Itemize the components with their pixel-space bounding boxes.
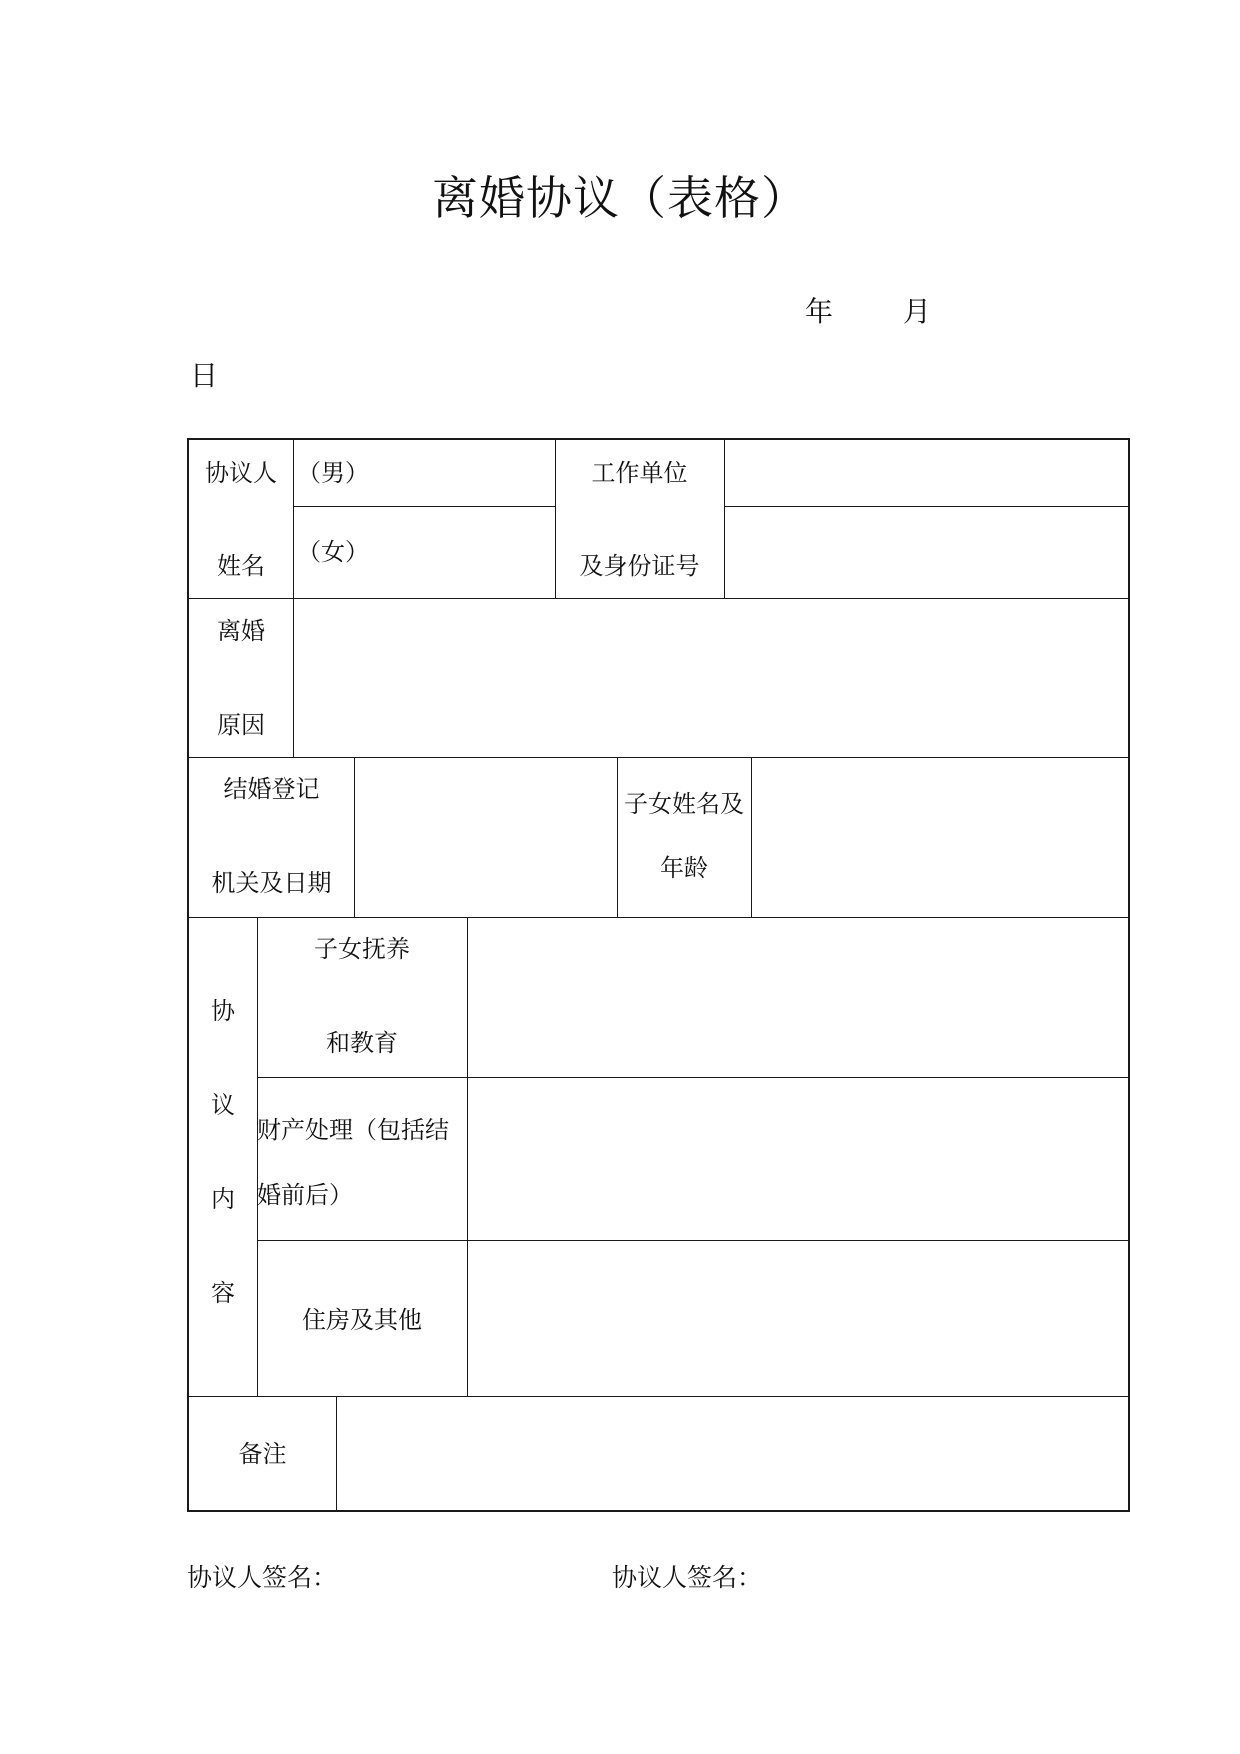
signature-right-label: 协议人签名： xyxy=(612,1563,763,1592)
male-work-id-field[interactable] xyxy=(725,440,1130,506)
custody-field[interactable] xyxy=(468,918,1130,1077)
work-id-label-line1: 工作单位 xyxy=(591,459,688,487)
registration-label-line2: 机关及日期 xyxy=(211,869,332,897)
registration-label-line1: 结婚登记 xyxy=(223,775,320,803)
date-year: 年 xyxy=(805,295,834,328)
parties-label-line2: 姓名 xyxy=(217,552,265,580)
date-month: 月 xyxy=(903,295,932,328)
male-label: （男） xyxy=(297,459,369,487)
page-title: 离婚协议（表格） xyxy=(432,171,808,225)
property-field[interactable] xyxy=(468,1078,1130,1240)
housing-label: 住房及其他 xyxy=(302,1306,422,1334)
children-label-line1: 子女姓名及 xyxy=(624,790,744,818)
male-name-field[interactable] xyxy=(294,440,555,506)
reason-label-line1: 离婚 xyxy=(217,617,265,645)
agreement-side-char-1: 协 xyxy=(211,997,235,1025)
property-label-line2: 婚前后） xyxy=(257,1181,353,1209)
female-name-field[interactable] xyxy=(294,507,555,598)
date-day: 日 xyxy=(190,359,219,392)
reason-label-line2: 原因 xyxy=(217,711,265,739)
agreement-side-char-3: 内 xyxy=(211,1185,235,1213)
custody-label-line2: 和教育 xyxy=(326,1029,398,1057)
agreement-side-char-4: 容 xyxy=(211,1279,235,1307)
children-label-line2: 年龄 xyxy=(660,854,708,882)
remarks-field[interactable] xyxy=(337,1397,1130,1512)
property-label-line1: 财产处理（包括结 xyxy=(257,1116,449,1144)
children-field[interactable] xyxy=(752,758,1130,917)
housing-field[interactable] xyxy=(468,1241,1130,1396)
female-label: （女） xyxy=(297,538,369,566)
signature-left-label: 协议人签名： xyxy=(187,1563,338,1592)
col-divider-registration-value xyxy=(617,757,618,917)
reason-field[interactable] xyxy=(294,599,1130,757)
agreement-side-char-2: 议 xyxy=(211,1091,235,1119)
custody-label-line1: 子女抚养 xyxy=(314,935,410,963)
female-work-id-field[interactable] xyxy=(725,507,1130,598)
remarks-label: 备注 xyxy=(238,1440,287,1468)
work-id-label-line2: 及身份证号 xyxy=(579,552,700,580)
agreement-form-table xyxy=(187,438,1130,1512)
registration-field[interactable] xyxy=(355,758,617,917)
parties-label-line1: 协议人 xyxy=(205,459,277,487)
